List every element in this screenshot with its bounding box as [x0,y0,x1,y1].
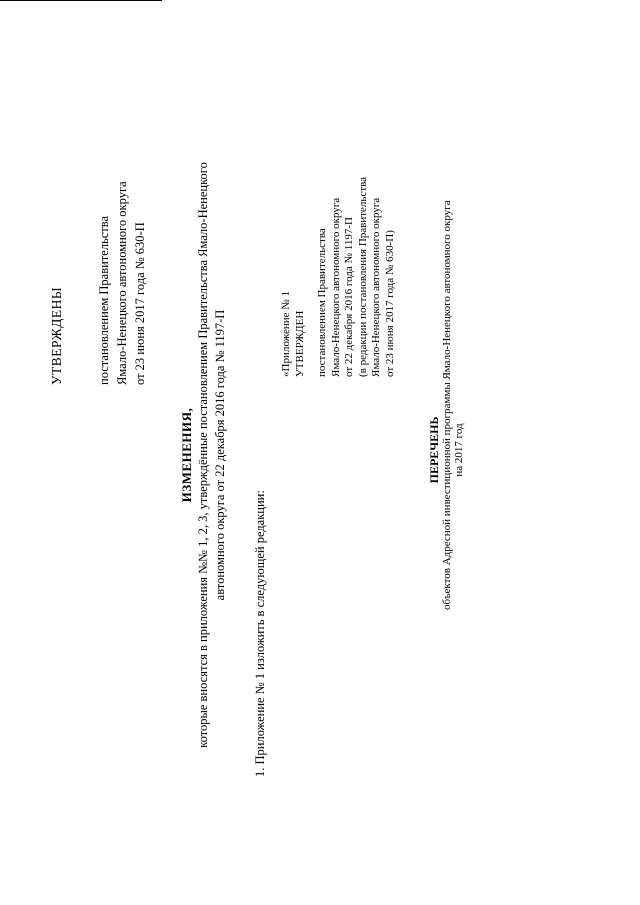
list-block [427,200,465,610]
list-line-2: на 2017 год [453,423,465,477]
approved-by-line-1: постановлением Правительства [97,215,111,385]
appendix-line-4: (в редакции постановления Правительства [356,176,369,377]
appendix-line-2: Ямало-Ненецкого автономного округа [329,197,342,377]
appendix-line-6: от 23 июня 2017 года № 630-П) [383,230,396,377]
approved-heading [48,287,65,385]
approved-by-block [95,181,149,385]
list-line-1: объектов Адресной инвестиционной программы Ямало-Ненецкого автономного округа [441,200,453,610]
changes-block [178,155,229,755]
changes-title: ИЗМЕНЕНИЯ, [179,407,194,503]
appendix-line-1: постановлением Правительства [316,228,328,377]
approved-by-line-2: Ямало-Ненецкого автономного округа [115,181,129,385]
appendix-block [280,177,397,377]
appendix-line-5: Ямало-Ненецкого автономного округа [370,197,382,377]
approved-heading-text: УТВЕРЖДЕНЫ [49,286,64,385]
list-title: ПЕРЕЧЕНЬ [427,416,441,484]
item-1-paragraph [252,490,269,777]
appendix-status: УТВЕРЖДЕН [293,310,306,377]
item-1-text: 1. Приложение № 1 изложить в следующей редакции: [253,490,267,777]
appendix-line-3: от 22 декабря 2016 года № 1197-П [343,217,355,377]
changes-line-2: автономного округа от 22 декабря 2016 года № 1197-П [213,309,227,601]
changes-line-1: которые вносятся в приложения №№ 1, 2, 3, утверждённые постановлением Правительства Ямало-Ненецкого [196,162,210,748]
appendix-label: «Приложение № 1 [280,290,292,377]
appendix-gap [307,177,316,377]
approved-by-line-3: от 23 июня 2017 года № 630-П [133,222,147,385]
